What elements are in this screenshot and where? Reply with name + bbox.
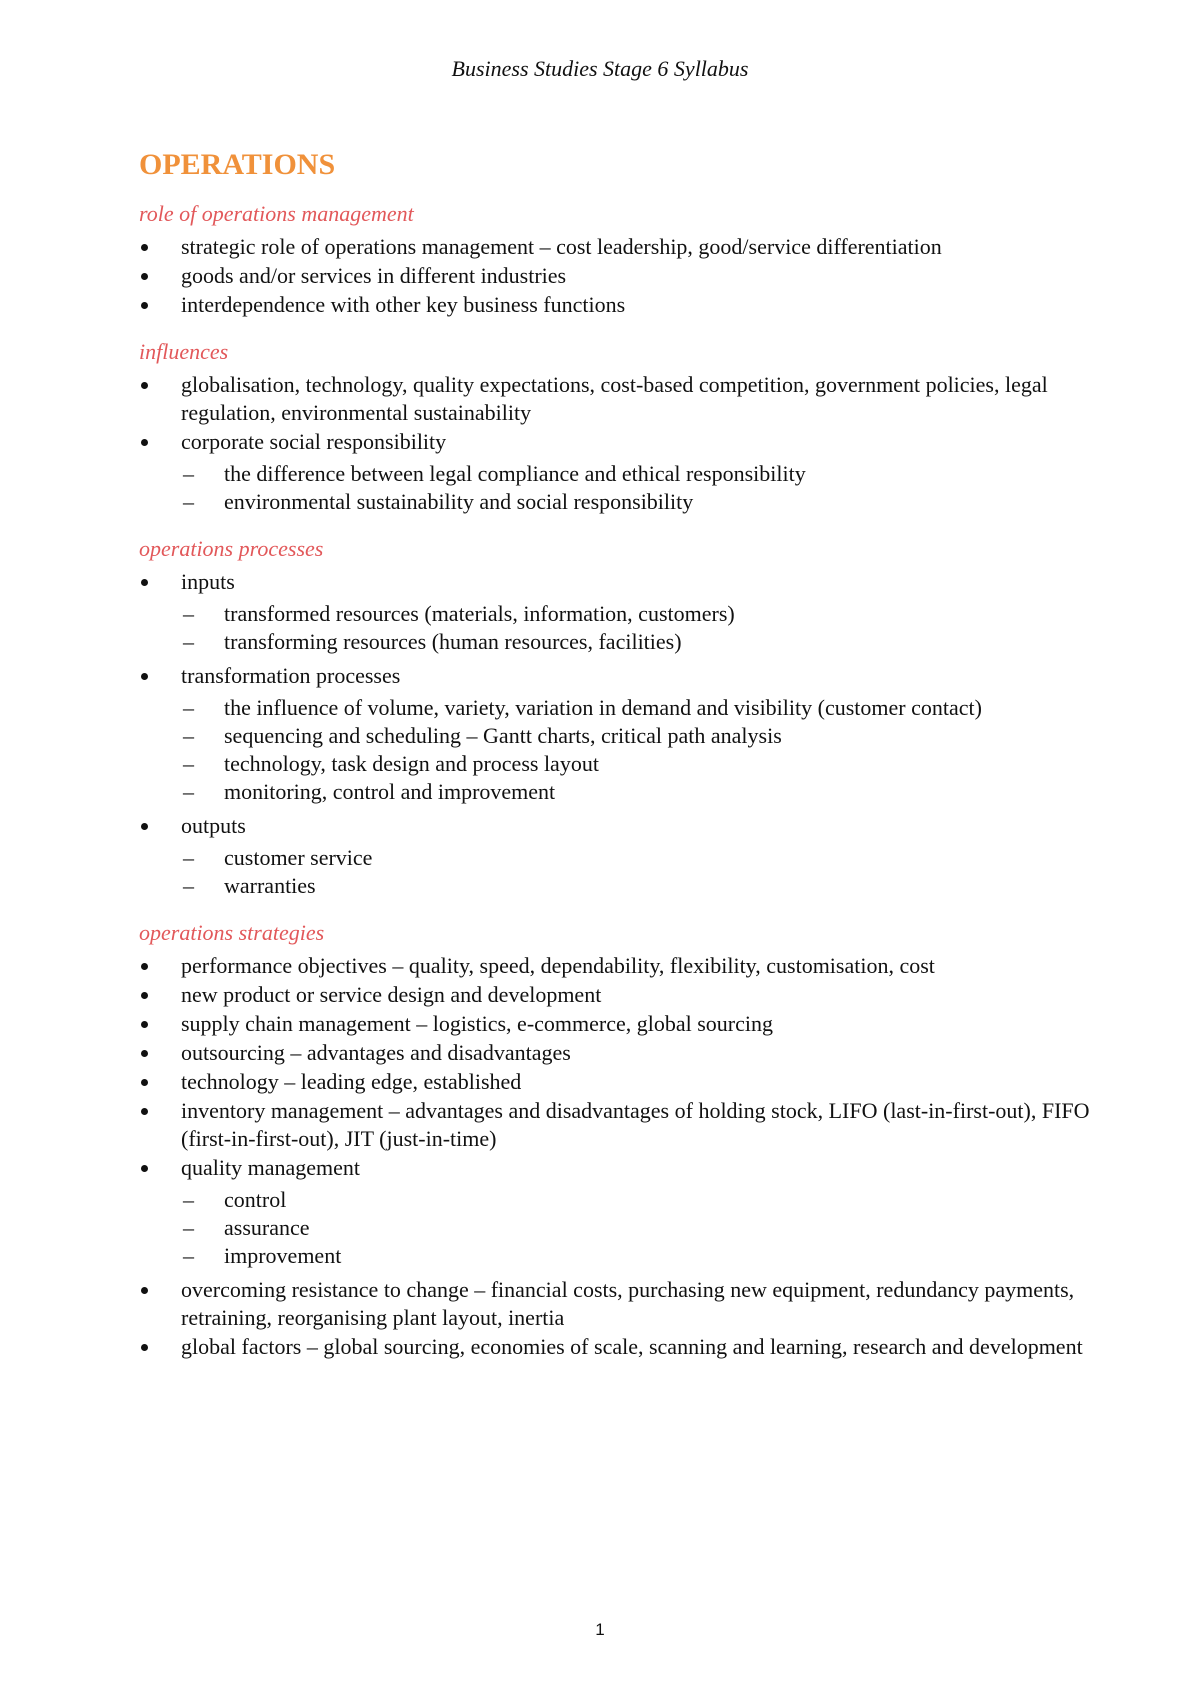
- bullet-icon: [141, 1050, 148, 1057]
- bullet-item: [139, 1333, 1099, 1361]
- sub-item: [181, 488, 1099, 516]
- sub-item-text: warranties: [224, 873, 316, 898]
- sub-item: [181, 872, 1099, 900]
- sub-item-text: technology, task design and process layout: [224, 751, 599, 776]
- bullet-item: [139, 428, 1099, 516]
- bullet-icon: [141, 823, 148, 830]
- bullet-item: [139, 812, 1099, 900]
- sub-item: [181, 844, 1099, 872]
- dash-icon: –: [183, 751, 194, 776]
- bullet-icon: [141, 1344, 148, 1351]
- bullet-list: [139, 952, 1099, 1361]
- bullet-list: [139, 371, 1099, 516]
- bullet-icon: [141, 673, 148, 680]
- bullet-icon: [141, 963, 148, 970]
- sub-list: [181, 1186, 1099, 1270]
- bullet-text: interdependence with other key business functions: [181, 292, 626, 317]
- bullet-icon: [141, 1165, 148, 1172]
- sub-item: [181, 460, 1099, 488]
- sub-item: [181, 722, 1099, 750]
- bullet-icon: [141, 1079, 148, 1086]
- dash-icon: –: [183, 723, 194, 748]
- bullet-item: [139, 233, 1099, 261]
- dash-icon: –: [183, 601, 194, 626]
- sub-item-text: assurance: [224, 1215, 310, 1240]
- section-heading: influences: [139, 339, 229, 364]
- bullet-icon: [141, 382, 148, 389]
- bullet-text: globalisation, technology, quality expectations, cost-based competition, government policies, legal regulation, environmental sustainability: [181, 372, 1048, 425]
- bullet-text: performance objectives – quality, speed, dependability, flexibility, customisation, cost: [181, 953, 935, 978]
- bullet-item: [139, 262, 1099, 290]
- sub-item-text: the difference between legal compliance and ethical responsibility: [224, 461, 806, 486]
- section-heading: operations processes: [139, 536, 324, 561]
- bullet-text: global factors – global sourcing, economies of scale, scanning and learning, research and development: [181, 1334, 1083, 1359]
- dash-icon: –: [183, 779, 194, 804]
- sub-item: [181, 1242, 1099, 1270]
- bullet-icon: [141, 244, 148, 251]
- section: [139, 337, 1099, 516]
- bullet-list: [139, 233, 1099, 319]
- dash-icon: –: [183, 695, 194, 720]
- bullet-item: [139, 981, 1099, 1009]
- bullet-icon: [141, 579, 148, 586]
- bullet-item: [139, 371, 1099, 427]
- bullet-item: [139, 662, 1099, 806]
- bullet-icon: [141, 1287, 148, 1294]
- bullet-text: inputs: [181, 569, 235, 594]
- bullet-text: inventory management – advantages and disadvantages of holding stock, LIFO (last-in-first-out), FIFO (first-in-first-out), JIT (just-in-time): [181, 1098, 1090, 1151]
- document-title: OPERATIONS: [139, 148, 336, 181]
- sub-item-text: monitoring, control and improvement: [224, 779, 556, 804]
- bullet-item: [139, 1154, 1099, 1270]
- sub-item-text: transformed resources (materials, information, customers): [224, 601, 735, 626]
- sub-list: [181, 694, 1099, 806]
- section-heading: operations strategies: [139, 920, 325, 945]
- bullet-text: outputs: [181, 813, 246, 838]
- bullet-icon: [141, 992, 148, 999]
- bullet-list: [139, 568, 1099, 900]
- bullet-text: technology – leading edge, established: [181, 1069, 522, 1094]
- section: [139, 199, 1099, 319]
- sub-item: [181, 750, 1099, 778]
- dash-icon: –: [183, 873, 194, 898]
- sections-container: [139, 199, 1099, 1361]
- dash-icon: –: [183, 1243, 194, 1268]
- bullet-icon: [141, 273, 148, 280]
- sub-item: [181, 694, 1099, 722]
- dash-icon: –: [183, 461, 194, 486]
- section: [139, 534, 1099, 900]
- sub-item: [181, 628, 1099, 656]
- sub-item: [181, 1214, 1099, 1242]
- sub-item-text: transforming resources (human resources, facilities): [224, 629, 682, 654]
- bullet-text: quality management: [181, 1155, 360, 1180]
- sub-item-text: control: [224, 1187, 287, 1212]
- sub-item-text: customer service: [224, 845, 373, 870]
- sub-list: [181, 844, 1099, 900]
- document-body: [139, 148, 1099, 1379]
- bullet-item: [139, 1276, 1099, 1332]
- sub-list: [181, 600, 1099, 656]
- dash-icon: –: [183, 629, 194, 654]
- section: [139, 918, 1099, 1361]
- dash-icon: –: [183, 489, 194, 514]
- bullet-text: goods and/or services in different industries: [181, 263, 567, 288]
- sub-item: [181, 1186, 1099, 1214]
- bullet-item: [139, 1097, 1099, 1153]
- bullet-text: strategic role of operations management – cost leadership, good/service differentiation: [181, 234, 942, 259]
- bullet-item: [139, 568, 1099, 656]
- sub-item-text: improvement: [224, 1243, 342, 1268]
- bullet-text: outsourcing – advantages and disadvantages: [181, 1040, 571, 1065]
- bullet-icon: [141, 439, 148, 446]
- bullet-text: corporate social responsibility: [181, 429, 447, 454]
- dash-icon: –: [183, 845, 194, 870]
- bullet-text: supply chain management – logistics, e-commerce, global sourcing: [181, 1011, 774, 1036]
- bullet-icon: [141, 1021, 148, 1028]
- sub-item: [181, 778, 1099, 806]
- sub-item-text: sequencing and scheduling – Gantt charts, critical path analysis: [224, 723, 782, 748]
- bullet-icon: [141, 302, 148, 309]
- bullet-icon: [141, 1108, 148, 1115]
- dash-icon: –: [183, 1215, 194, 1240]
- running-header: Business Studies Stage 6 Syllabus: [451, 56, 749, 81]
- sub-item: [181, 600, 1099, 628]
- sub-list: [181, 460, 1099, 516]
- bullet-item: [139, 1039, 1099, 1067]
- bullet-item: [139, 1010, 1099, 1038]
- section-heading: role of operations management: [139, 201, 414, 226]
- bullet-item: [139, 952, 1099, 980]
- page-number: 1: [595, 1620, 605, 1639]
- dash-icon: –: [183, 1187, 194, 1212]
- bullet-item: [139, 291, 1099, 319]
- bullet-text: transformation processes: [181, 663, 401, 688]
- sub-item-text: the influence of volume, variety, variation in demand and visibility (customer contact): [224, 695, 982, 720]
- bullet-item: [139, 1068, 1099, 1096]
- sub-item-text: environmental sustainability and social responsibility: [224, 489, 694, 514]
- bullet-text: new product or service design and development: [181, 982, 602, 1007]
- bullet-text: overcoming resistance to change – financial costs, purchasing new equipment, redundancy payments, retraining, reorganising plant layout, inertia: [181, 1277, 1075, 1330]
